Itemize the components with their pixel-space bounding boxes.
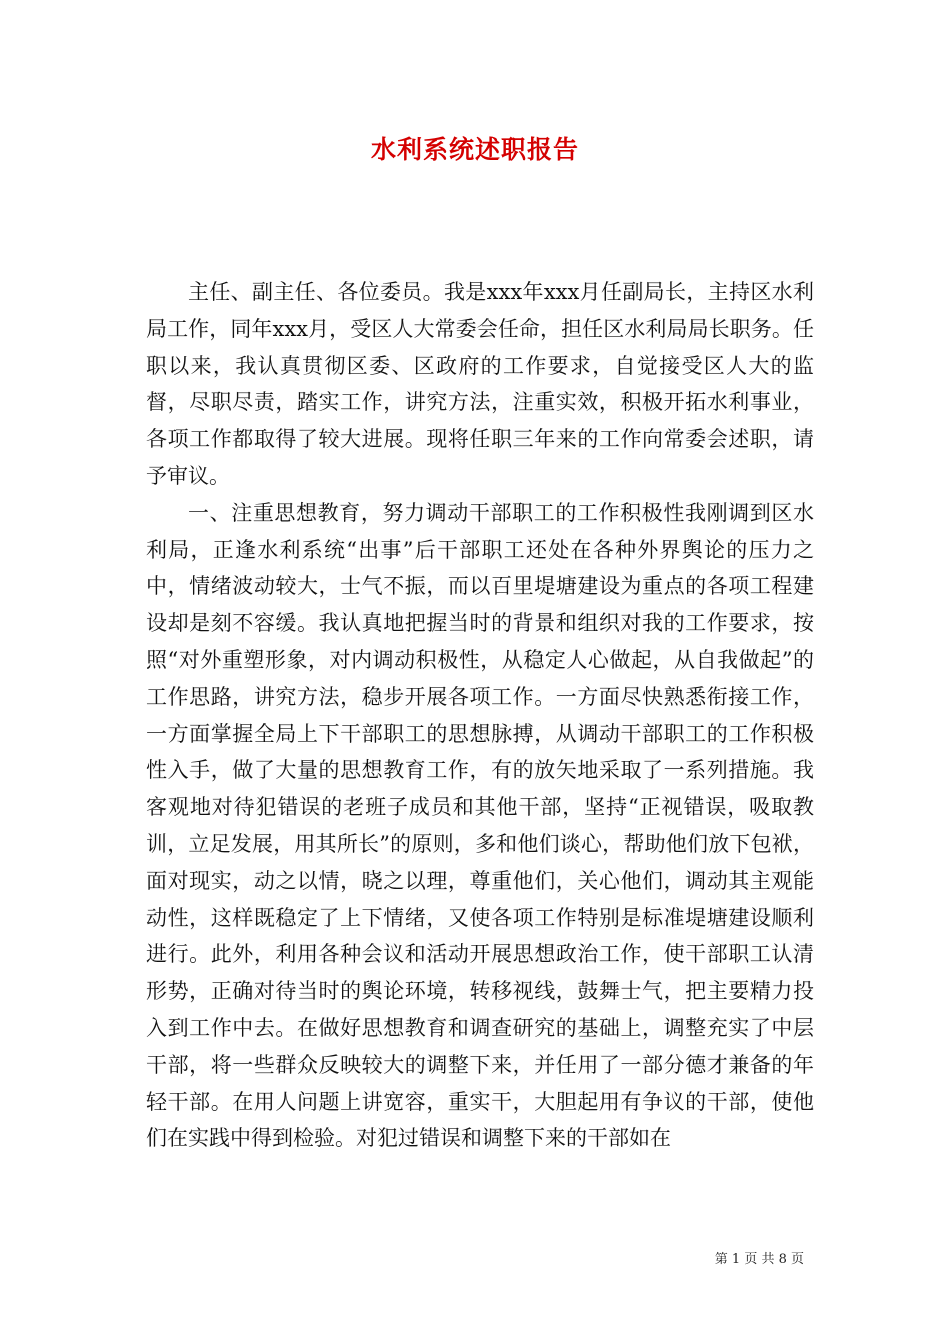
document-body [146,274,814,1157]
document-title: 水利系统述职报告 [370,135,579,164]
paragraph-section-one: 一、注重思想教育，努力调动干部职工的工作积极性我刚调到区水利局，正逢水利系统“出事”后干部职工还处在各种外界舆论的压力之中，情绪波动较大，士气不振，而以百里堤塘建设为重点的各项工程建设却是刻不容缓。我认真地把握当时的背景和组织对我的工作要求，按照“对外重塑形象，对内调动积极性，从稳定人心做起，从自我做起”的工作思路，讲究方法，稳步开展各项工作。一方面尽快熟悉衔接工作，一方面掌握全局上下干部职工的思想脉搏，从调动干部职工的工作积极性入手，做了大量的思想教育工作，有的放矢地采取了一系列措施。我客观地对待犯错误的老班子成员和其他干部，坚持“正视错误，吸取教训，立足发展，用其所长”的原则，多和他们谈心，帮助他们放下包袱，面对现实，动之以情，晓之以理，尊重他们，关心他们，调动其主观能动性，这样既稳定了上下情绪，又使各项工作特别是标准堤塘建设顺利进行。此外，利用各种会议和活动开展思想政治工作，使干部职工认清形势，正确对待当时的舆论环境，转移视线，鼓舞士气，把主要精力投入到工作中去。在做好思想教育和调查研究的基础上，调整充实了中层干部，将一些群众反映较大的调整下来，并任用了一部分德才兼备的年轻干部。在用人问题上讲宽容，重实干，大胆起用有争议的干部，使他们在实践中得到检验。对犯过错误和调整下来的干部如在 [146,500,814,1151]
paragraph-intro: 主任、副主任、各位委员。我是xxx年xxx月任副局长，主持区水利局工作，同年xxx月，受区人大常委会任命，担任区水利局局长职务。任职以来，我认真贯彻区委、区政府的工作要求，自觉接受区人大的监督，尽职尽责，踏实工作，讲究方法，注重实效，积极开拓水利事业，各项工作都取得了较大进展。现将任职三年来的工作向常委会述职，请予审议。 [146,280,814,488]
page-number-footer: 第 1 页 共 8 页 [714,1252,804,1267]
